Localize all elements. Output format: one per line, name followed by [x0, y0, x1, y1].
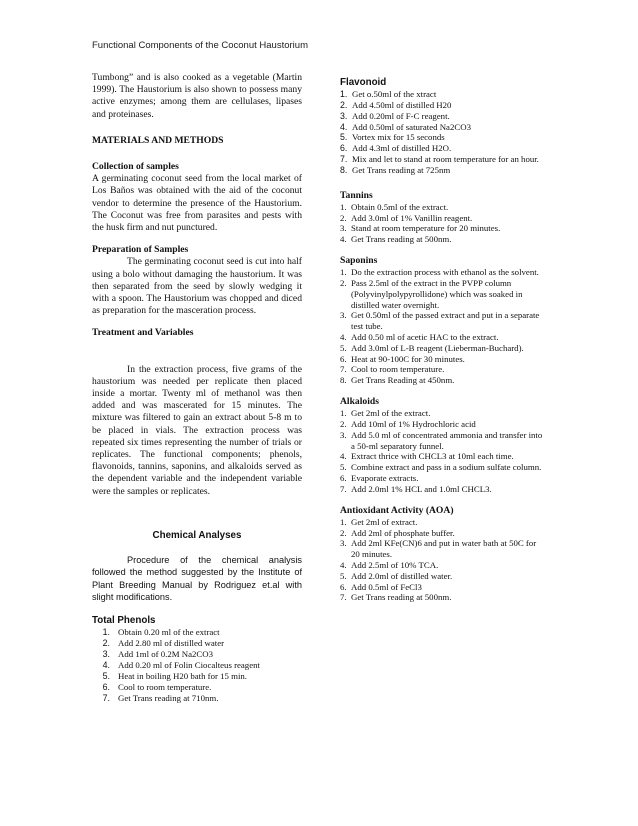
collection-heading: Collection of samples: [92, 161, 179, 173]
chemical-analyses-paragraph: Procedure of the chemical analysis followed the method suggested by the Institute of Plant Breeding Manual by Rodriguez et.al with slight modifications.: [92, 555, 302, 602]
intro-paragraph: Tumbong” and is also cooked as a vegetable (Martin 1999). The Haustorium is also shown to possess many active enzymes; among them are cellulases, lipases and proteinases.: [92, 72, 302, 120]
list-item: 5. Heat in boiling H20 bath for 15 min.: [102, 671, 248, 682]
list-item: 2. Add 10ml of 1% Hydrochloric acid: [340, 418, 476, 429]
chemical-analyses-heading: Chemical Analyses: [152, 529, 242, 541]
list-item: 7. Get Trans reading at 710nm.: [102, 693, 219, 704]
list-item: 3. Add 5.0 ml of concentrated ammonia and transfer into a 50-ml separatory funnel.: [340, 429, 543, 451]
flavonoid-list: [340, 89, 547, 175]
list-item: 6. Add 4.3ml of distilled H2O.: [340, 143, 452, 154]
list-item: 1. Get o.50ml of the xtract: [340, 89, 437, 100]
list-item: 1. Get 2ml of extract.: [340, 516, 418, 527]
list-item: 5. Combine extract and pass in a sodium sulfate column.: [340, 462, 542, 473]
list-item: 5. Add 2.0ml of distilled water.: [340, 570, 453, 581]
list-item: 4. Extract thrice with CHCL3 at 10ml each time.: [340, 451, 514, 462]
treatment-paragraph: In the extraction process, five grams of the haustorium was needed per replicate then placed inside a mortar. Twenty ml of methanol was then added and was mascerated for 15 minutes. The mixture was filtered to gain an extract about 5-8 m to be placed in vials. The extraction process was repeated six times representing the number of trials or replicates. The functional components; phenols, flavonoids, tannins, saponins, and alkaloids served as the dependent variable and the independent variable were the samples or replicates.: [92, 363, 302, 497]
list-item: 2. Add 4.50ml of distilled H20: [340, 100, 452, 110]
list-item: 6. Evaporate extracts.: [340, 472, 419, 483]
total-phenols-list: [92, 627, 302, 704]
list-item: 3. Add 1ml of 0.2M Na2CO3: [102, 649, 214, 660]
list-item: 3. Get 0.50ml of the passed extract and put in a separate test tube.: [340, 310, 540, 332]
list-item: 7. Get Trans reading at 500nm.: [340, 592, 452, 603]
list-item: 1. Get 2ml of the extract.: [340, 408, 431, 419]
aoa-heading: Antioxidant Activity (AOA): [340, 504, 454, 516]
tannins-list: [340, 202, 547, 245]
list-item: 7. Mix and let to stand at room temperature for an hour.: [340, 153, 539, 164]
list-item: 1. Obtain 0.20 ml of the extract: [102, 627, 220, 638]
saponins-heading: Saponins: [340, 254, 378, 266]
alkaloids-heading: Alkaloids: [340, 395, 379, 407]
collection-paragraph: A germinating coconut seed from the local market of Los Baños was obtained with the aid of the coconut vendor to determine the presence of the Haustorium. The Coconut was free from parasites and pests with the husk firm and nut punctured.: [92, 173, 302, 234]
list-item: 1. Obtain 0.5ml of the extract.: [340, 201, 449, 212]
total-phenols-heading: Total Phenols: [92, 614, 156, 626]
list-item: 4. Add 2.5ml of 10% TCA.: [340, 559, 439, 570]
list-item: 8. Get Trans Reading at 450nm.: [340, 375, 455, 386]
list-item: 4. Add 0.20 ml of Folin Ciocalteus reagent: [102, 660, 260, 671]
treatment-heading: Treatment and Variables: [92, 327, 194, 339]
list-item: 7. Cool to room temperature.: [340, 364, 445, 375]
list-item: 8. Get Trans reading at 725nm: [340, 164, 451, 175]
list-item: 7. Add 2.0ml 1% HCL and 1.0ml CHCL3.: [340, 483, 492, 494]
list-item: 2. Add 3.0ml of 1% Vanillin reagent.: [340, 212, 473, 223]
list-item: 1. Do the extraction process with ethanol as the solvent.: [340, 267, 539, 278]
list-item: 2. Add 2ml of phosphate buffer.: [340, 527, 455, 538]
list-item: 5. Add 3.0ml of L-B reagent (Lieberman-Buchard).: [340, 342, 524, 353]
left-column: [92, 72, 302, 704]
list-item: 4. Get Trans reading at 500nm.: [340, 234, 452, 245]
flavonoid-heading: Flavonoid: [340, 77, 387, 88]
list-item: 6. Heat at 90-100C for 30 minutes.: [340, 353, 465, 364]
list-item: 3. Add 0.20ml of F-C reagent.: [340, 110, 450, 121]
list-item: 2. Pass 2.5ml of the extract in the PVPP column (Polyvinylpolypyrollidone) which was soaked in distilled water overnight.: [340, 277, 523, 310]
list-item: 3. Add 2ml KFe(CN)6 and put in water bath at 50C for 20 minutes.: [340, 538, 537, 560]
aoa-list: [340, 517, 547, 603]
list-item: 4. Add 0.50 ml of acetic HAC to the extract.: [340, 331, 499, 342]
materials-methods-heading: MATERIALS AND METHODS: [92, 134, 224, 146]
preparation-heading: Preparation of Samples: [92, 244, 189, 256]
saponins-list: [340, 267, 547, 386]
alkaloids-list: [340, 408, 547, 494]
running-header: Functional Components of the Coconut Haustorium: [92, 40, 308, 51]
preparation-paragraph: The germinating coconut seed is cut into half using a bolo without damaging the haustorium. It was then separated from the seed by slowly wedging it with a spoon. The Haustorium was chopped and diced as preparation for the masceration process.: [92, 256, 302, 317]
list-item: 3. Stand at room temperature for 20 minutes.: [340, 223, 501, 234]
list-item: 2. Add 2.80 ml of distilled water: [102, 638, 225, 649]
tannins-heading: Tannins: [340, 189, 373, 201]
list-item: 6. Cool to room temperature.: [102, 682, 212, 693]
right-column: [340, 77, 547, 603]
list-item: 4. Add 0.50ml of saturated Na2CO3: [340, 121, 471, 132]
list-item: 6. Add 0.5ml of FeCl3: [340, 581, 422, 592]
list-item: 5. Vortex mix for 15 seconds: [340, 132, 445, 143]
